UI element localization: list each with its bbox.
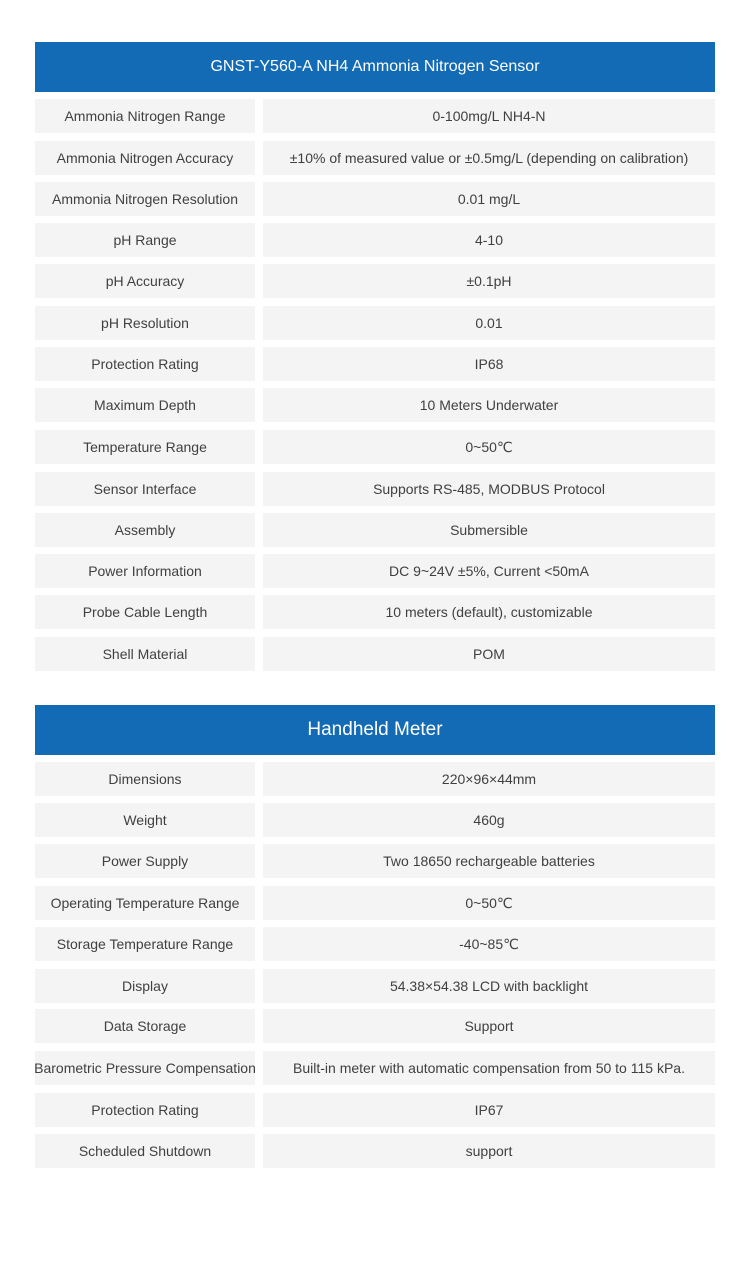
row-label: Power Supply [35,844,255,878]
row-label: Dimensions [35,762,255,796]
row-label: Protection Rating [35,1093,255,1127]
row-value: IP68 [263,347,715,381]
row-value: 0.01 [263,306,715,340]
table-row [35,223,715,257]
row-value: IP67 [263,1093,715,1127]
row-value: 54.38×54.38 LCD with backlight [263,969,715,1003]
row-label: Weight [35,803,255,837]
row-value: Two 18650 rechargeable batteries [263,844,715,878]
row-label: pH Range [35,223,255,257]
meter-spec-table [35,705,715,1170]
table-row [35,969,715,1003]
row-value: Submersible [263,513,715,547]
row-value: ±10% of measured value or ±0.5mg/L (depending on calibration) [263,141,715,175]
table-row [35,803,715,837]
table-row [35,99,715,133]
row-value: 0-100mg/L NH4-N [263,99,715,133]
row-value: -40~85℃ [263,927,715,961]
row-label: Data Storage [35,1009,255,1043]
row-value: 10 meters (default), customizable [263,595,715,629]
row-label: Storage Temperature Range [35,927,255,961]
row-label: Assembly [35,513,255,547]
row-value: 4-10 [263,223,715,257]
row-label: Probe Cable Length [35,595,255,629]
table-row [35,513,715,547]
table-row [35,347,715,381]
row-label: Display [35,969,255,1003]
row-label: Operating Temperature Range [35,886,255,920]
table-row [35,1009,715,1043]
row-label: Scheduled Shutdown [35,1134,255,1168]
table-row [35,182,715,216]
row-value: DC 9~24V ±5%, Current <50mA [263,554,715,588]
row-label: pH Resolution [35,306,255,340]
table-row [35,388,715,422]
row-value: 220×96×44mm [263,762,715,796]
row-label: Sensor Interface [35,472,255,506]
row-value: POM [263,637,715,671]
table-row [35,306,715,340]
sensor-spec-table [35,42,715,672]
row-value: 0~50℃ [263,430,715,464]
row-label: Shell Material [35,637,255,671]
row-value: support [263,1134,715,1168]
row-value: Built-in meter with automatic compensation from 50 to 115 kPa. [263,1051,715,1085]
table-row [35,927,715,961]
row-value: ±0.1pH [263,264,715,298]
table-row [35,472,715,506]
table-row [35,554,715,588]
row-value: 0.01 mg/L [263,182,715,216]
row-label: Temperature Range [35,430,255,464]
table-row [35,762,715,796]
row-label: Protection Rating [35,347,255,381]
row-value: Support [263,1009,715,1043]
table-row [35,1093,715,1127]
table-row [35,1051,715,1085]
table-row [35,264,715,298]
row-value: 460g [263,803,715,837]
table-row [35,430,715,464]
table-row [35,141,715,175]
table-row [35,637,715,671]
row-label: Ammonia Nitrogen Range [35,99,255,133]
sensor-table-title: GNST-Y560-A NH4 Ammonia Nitrogen Sensor [35,42,715,92]
table-row [35,886,715,920]
table-row [35,595,715,629]
row-label: Ammonia Nitrogen Accuracy [35,141,255,175]
row-label: Barometric Pressure Compensation [35,1051,255,1085]
row-value: 10 Meters Underwater [263,388,715,422]
table-row [35,1134,715,1168]
row-label: pH Accuracy [35,264,255,298]
row-value: 0~50℃ [263,886,715,920]
row-label: Ammonia Nitrogen Resolution [35,182,255,216]
table-row [35,844,715,878]
row-label: Power Information [35,554,255,588]
row-value: Supports RS-485, MODBUS Protocol [263,472,715,506]
meter-table-title: Handheld Meter [35,705,715,755]
row-label: Maximum Depth [35,388,255,422]
